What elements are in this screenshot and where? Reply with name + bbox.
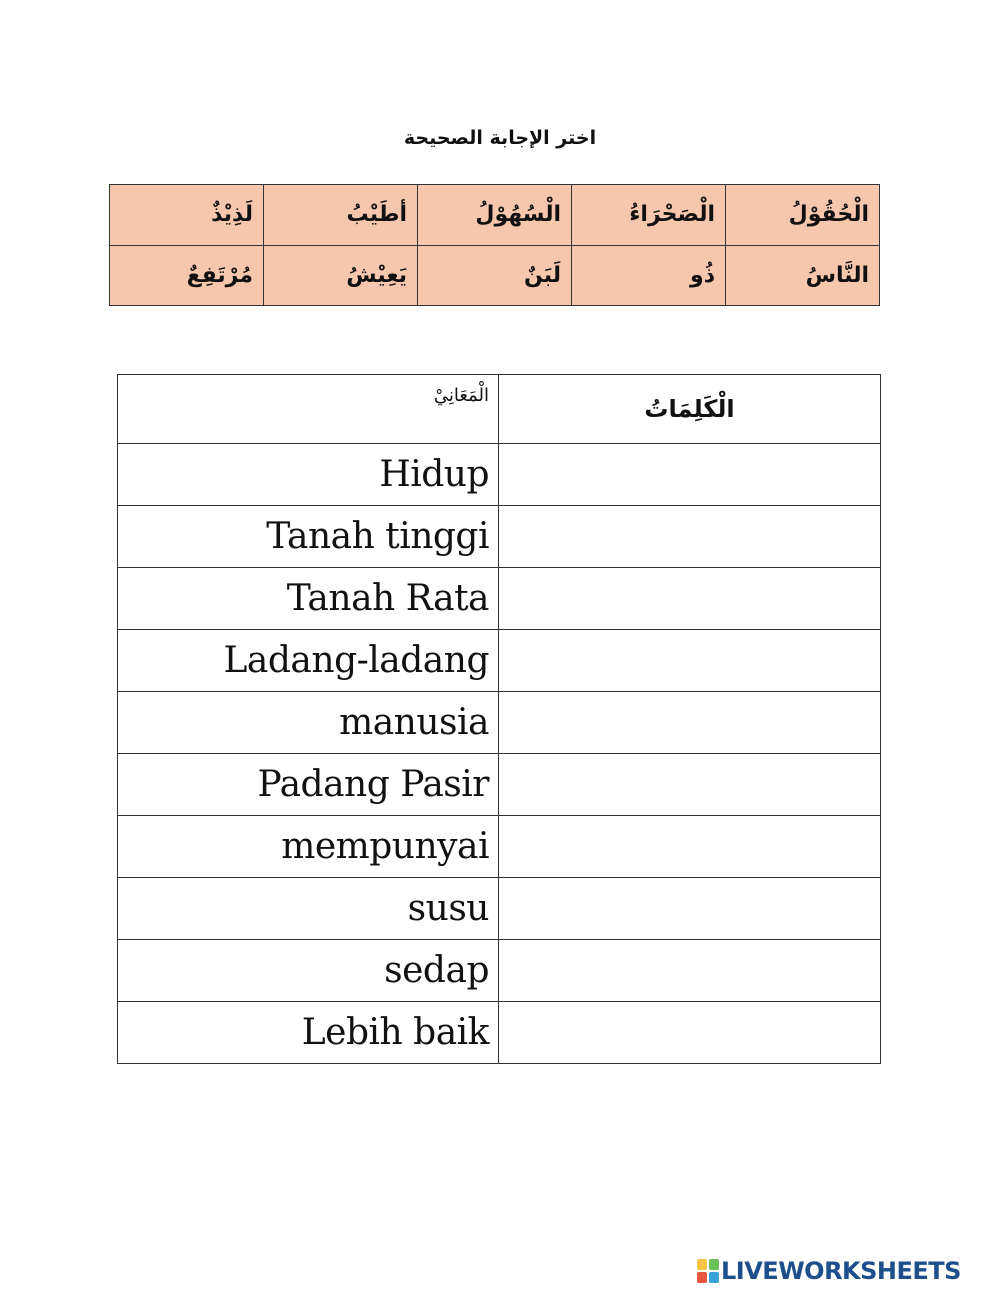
meaning-cell: susu xyxy=(118,878,499,940)
word-bank-item[interactable]: يَعِيْشُ xyxy=(264,245,418,306)
word-bank xyxy=(109,184,880,306)
answer-drop-cell[interactable] xyxy=(499,754,881,816)
answer-drop-zone[interactable] xyxy=(499,630,880,691)
meaning-cell: Padang Pasir xyxy=(118,754,499,816)
answer-drop-cell[interactable] xyxy=(499,444,881,506)
instruction-title: اختر الإجابة الصحيحة xyxy=(403,127,597,149)
answer-drop-zone[interactable] xyxy=(499,444,880,505)
table-row xyxy=(118,692,881,754)
answer-drop-cell[interactable] xyxy=(499,940,881,1002)
meaning-cell: Tanah tinggi xyxy=(118,506,499,568)
answer-drop-zone[interactable] xyxy=(499,754,880,815)
meaning-cell: Ladang-ladang xyxy=(118,630,499,692)
answer-drop-zone[interactable] xyxy=(499,506,880,567)
answer-drop-cell[interactable] xyxy=(499,568,881,630)
word-bank-row-2 xyxy=(110,245,880,306)
word-bank-item[interactable]: الْسُهُوْلُ xyxy=(418,185,572,246)
answer-drop-cell[interactable] xyxy=(499,816,881,878)
table-row xyxy=(118,568,881,630)
answer-drop-cell[interactable] xyxy=(499,1002,881,1064)
answer-table xyxy=(117,374,881,1064)
answer-table-header xyxy=(118,375,881,444)
answer-drop-cell[interactable] xyxy=(499,692,881,754)
answer-drop-cell[interactable] xyxy=(499,878,881,940)
liveworksheets-logo xyxy=(697,1258,961,1284)
table-row xyxy=(118,878,881,940)
answer-drop-zone[interactable] xyxy=(499,1002,880,1063)
answer-drop-zone[interactable] xyxy=(499,816,880,877)
logo-square xyxy=(709,1259,719,1270)
table-row xyxy=(118,816,881,878)
logo-square xyxy=(697,1259,707,1270)
logo-text: LIVEWORKSHEETS xyxy=(721,1257,961,1285)
word-bank-item[interactable]: النَّاسُ xyxy=(726,245,880,306)
table-row xyxy=(118,754,881,816)
word-bank-item[interactable]: الْصَحْرَاءُ xyxy=(572,185,726,246)
logo-square xyxy=(709,1272,719,1283)
logo-square xyxy=(697,1272,707,1283)
table-row xyxy=(118,630,881,692)
word-bank-item[interactable]: لَذِيْذٌ xyxy=(110,185,264,246)
meaning-cell: mempunyai xyxy=(118,816,499,878)
meaning-cell: sedap xyxy=(118,940,499,1002)
table-row xyxy=(118,444,881,506)
word-bank-row-1 xyxy=(110,185,880,246)
answer-drop-zone[interactable] xyxy=(499,692,880,753)
header-words: الْكَلِمَاتُ xyxy=(499,375,881,444)
answer-drop-zone[interactable] xyxy=(499,878,880,939)
word-bank-item[interactable]: مُرْتَفِعٌ xyxy=(110,245,264,306)
table-row xyxy=(118,506,881,568)
word-bank-item[interactable]: ذُو xyxy=(572,245,726,306)
table-row xyxy=(118,940,881,1002)
meaning-cell: manusia xyxy=(118,692,499,754)
answer-drop-zone[interactable] xyxy=(499,940,880,1001)
logo-mark-icon xyxy=(697,1259,719,1283)
meaning-cell: Hidup xyxy=(118,444,499,506)
meaning-cell: Tanah Rata xyxy=(118,568,499,630)
word-bank-item[interactable]: لَبَنٌ xyxy=(418,245,572,306)
answer-drop-cell[interactable] xyxy=(499,630,881,692)
answer-drop-cell[interactable] xyxy=(499,506,881,568)
header-meanings: الْمَعَانِيْ xyxy=(118,375,499,444)
meaning-cell: Lebih baik xyxy=(118,1002,499,1064)
word-bank-item[interactable]: الْحُقُوْلُ xyxy=(726,185,880,246)
word-bank-item[interactable]: أطَيْبُ xyxy=(264,185,418,246)
answer-drop-zone[interactable] xyxy=(499,568,880,629)
table-row xyxy=(118,1002,881,1064)
